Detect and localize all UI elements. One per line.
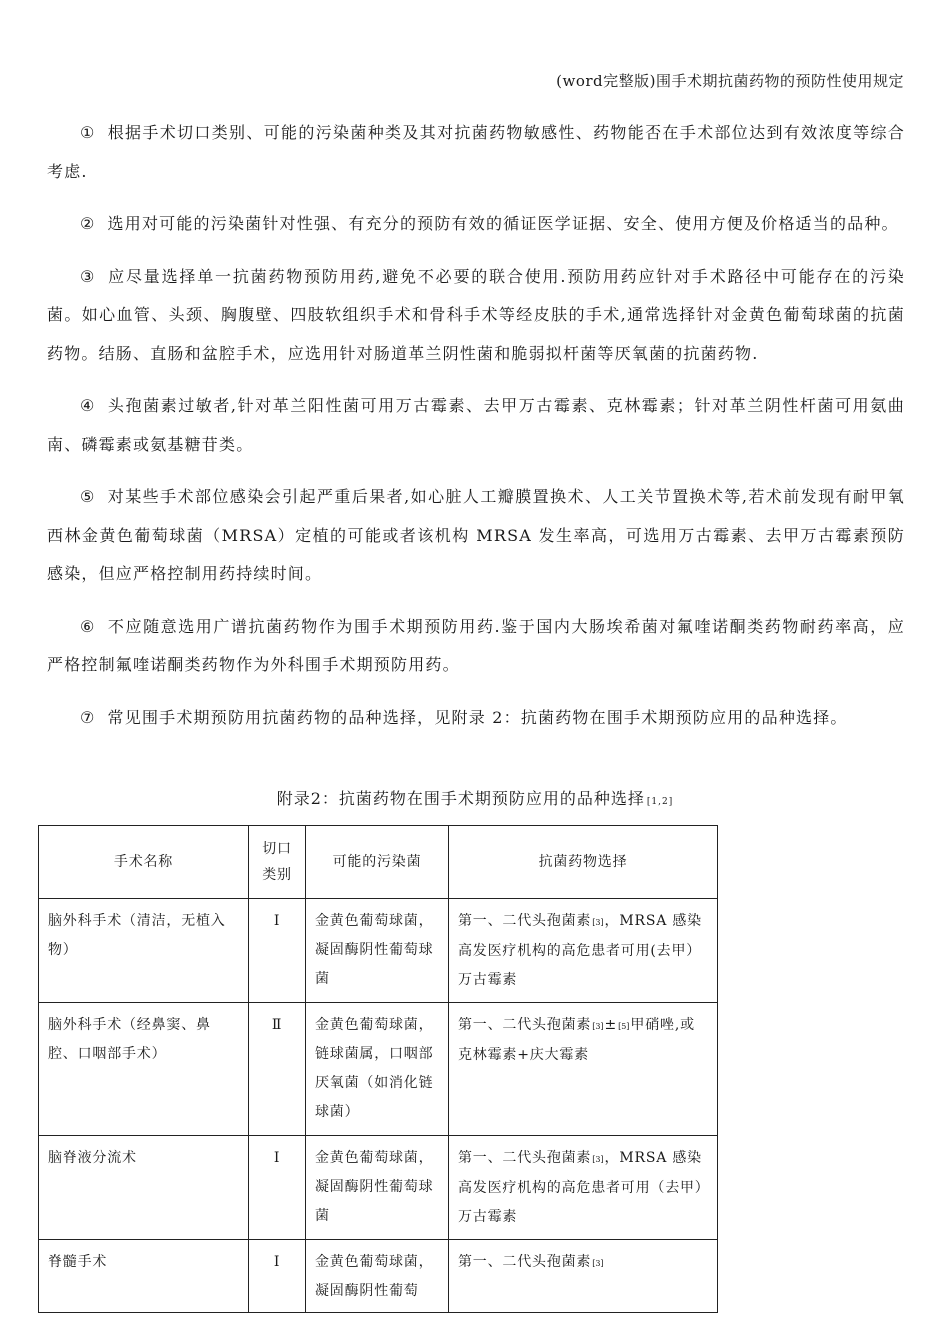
cell-bacteria: 金黄色葡萄球菌，凝固酶阴性葡萄 — [306, 1240, 449, 1313]
reference-mark: [3] — [592, 918, 604, 927]
paragraph-3 — [47, 258, 905, 374]
header-antibiotic-choice: 抗菌药物选择 — [449, 826, 718, 899]
header-incision-category: 切口类别 — [249, 826, 306, 899]
paragraph-text: 根据手术切口类别、可能的污染菌种类及其对抗菌药物敏感性、药物能否在手术部位达到有效浓度等综合考虑. — [47, 123, 906, 181]
cell-drug — [449, 1003, 718, 1136]
reference-mark: [3] — [592, 1259, 604, 1268]
antibiotic-selection-table — [38, 825, 718, 1313]
cell-surgery: 脑脊液分流术 — [39, 1136, 249, 1240]
cell-bacteria: 金黄色葡萄球菌，链球菌属，口咽部厌氧菌（如消化链球菌） — [306, 1003, 449, 1136]
drug-text: 甲硝唑,或克林霉素+庆大霉素 — [458, 1017, 695, 1063]
drug-text: 第一、二代头孢菌素 — [458, 1254, 592, 1270]
body-text — [47, 114, 905, 751]
paragraph-text: 头孢菌素过敏者,针对革兰阳性菌可用万古霉素、去甲万古霉素、克林霉素；针对革兰阴性杆菌可用氨曲南、磷霉素或氨基糖苷类。 — [47, 396, 905, 454]
table-row — [39, 1136, 718, 1240]
header-surgery-name: 手术名称 — [39, 826, 249, 899]
paragraph-7 — [47, 699, 905, 738]
cell-category: Ⅰ — [249, 1136, 306, 1240]
paragraph-6 — [47, 608, 905, 685]
cell-drug — [449, 899, 718, 1003]
cell-category: Ⅰ — [249, 1240, 306, 1313]
cell-surgery: 脊髓手术 — [39, 1240, 249, 1313]
appendix-caption — [0, 786, 950, 809]
reference-mark: [3] — [592, 1022, 604, 1031]
cell-drug — [449, 1240, 718, 1313]
cell-bacteria: 金黄色葡萄球菌，凝固酶阴性葡萄球菌 — [306, 899, 449, 1003]
paragraph-text: 应尽量选择单一抗菌药物预防用药,避免不必要的联合使用.预防用药应针对手术路径中可能存在的污染菌。如心血管、头颈、胸腹壁、四肢软组织手术和骨科手术等经皮肤的手术,通常选择针对金黄色葡萄球菌的抗菌药物。结肠、直肠和盆腔手术，应选用针对肠道革兰阴性菌和脆弱拟杆菌等厌氧菌的抗菌药物. — [47, 266, 905, 363]
drug-text: 第一、二代头孢菌素 — [458, 913, 592, 929]
document-header: (word完整版)围手术期抗菌药物的预防性使用规定 — [556, 72, 904, 90]
paragraph-text: 不应随意选用广谱抗菌药物作为围手术期预防用药.鉴于国内大肠埃希菌对氟喹诺酮类药物耐药率高，应严格控制氟喹诺酮类药物作为外科围手术期预防用药。 — [47, 616, 905, 674]
cell-surgery: 脑外科手术（清洁，无植入物） — [39, 899, 249, 1003]
caption-text: 附录2：抗菌药物在围手术期预防应用的品种选择 — [276, 789, 645, 808]
table-row — [39, 1003, 718, 1136]
paragraph-text: 常见围手术期预防用抗菌药物的品种选择，见附录 2：抗菌药物在围手术期预防应用的品种选择。 — [107, 707, 848, 727]
drug-text: ，MRSA 感染高发医疗机构的高危患者可用(去甲）万古霉素 — [458, 913, 702, 988]
paragraph-5 — [47, 478, 905, 594]
paragraph-number: ⑥ — [80, 616, 96, 636]
cell-category: Ⅱ — [249, 1003, 306, 1136]
table-header-row — [39, 826, 718, 899]
reference-mark: [3] — [592, 1155, 604, 1164]
reference-mark: [5] — [618, 1022, 630, 1031]
table-row — [39, 1240, 718, 1313]
paragraph-4 — [47, 387, 905, 464]
table-row — [39, 899, 718, 1003]
paragraph-number: ⑤ — [80, 487, 96, 506]
cell-category: Ⅰ — [249, 899, 306, 1003]
drug-text: ，MRSA 感染高发医疗机构的高危患者可用（去甲）万古霉素 — [458, 1150, 703, 1225]
cell-surgery: 脑外科手术（经鼻窦、鼻腔、口咽部手术） — [39, 1003, 249, 1136]
cell-bacteria: 金黄色葡萄球菌，凝固酶阴性葡萄球菌 — [306, 1136, 449, 1240]
paragraph-number: ⑦ — [80, 707, 96, 727]
caption-reference: [1,2] — [646, 797, 674, 807]
drug-text: 第一、二代头孢菌素 — [458, 1017, 592, 1033]
paragraph-number: ④ — [80, 396, 96, 415]
paragraph-number: ③ — [80, 266, 97, 286]
drug-text: ± — [604, 1017, 618, 1033]
header-possible-bacteria: 可能的污染菌 — [306, 826, 449, 899]
paragraph-2 — [47, 205, 905, 244]
paragraph-text: 选用对可能的污染菌针对性强、有充分的预防有效的循证医学证据、安全、使用方便及价格适当的品种。 — [107, 214, 899, 233]
paragraph-number: ② — [80, 214, 96, 233]
cell-drug — [449, 1136, 718, 1240]
paragraph-1 — [47, 114, 905, 191]
drug-text: 第一、二代头孢菌素 — [458, 1150, 592, 1166]
paragraph-number: ① — [80, 123, 96, 142]
paragraph-text: 对某些手术部位感染会引起严重后果者,如心脏人工瓣膜置换术、人工关节置换术等,若术前发现有耐甲氧西林金黄色葡萄球菌（MRSA）定植的可能或者该机构 MRSA 发生率高，可选用万古霉素、去甲万古霉素预防感染，但应严格控制用药持续时间。 — [47, 487, 905, 583]
